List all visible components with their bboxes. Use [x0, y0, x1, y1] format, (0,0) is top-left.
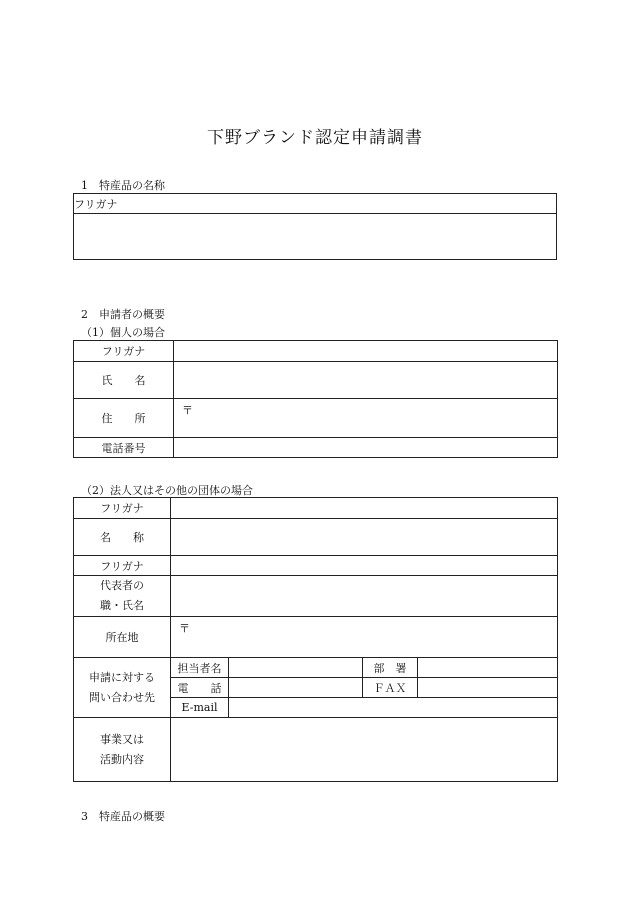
corporate-table	[73, 497, 558, 782]
individual-name-label: 氏 名	[74, 362, 174, 399]
dept-label: 部 署	[363, 658, 418, 678]
section1-heading: 1 特産品の名称	[81, 179, 165, 192]
individual-furigana-field[interactable]	[174, 341, 558, 362]
document-title: 下野ブランド認定申請調書	[207, 128, 423, 148]
corporate-name-label: 名 称	[74, 519, 171, 556]
section3-heading: 3 特産品の概要	[81, 810, 165, 823]
email-label: E-mail	[171, 698, 229, 718]
email-field[interactable]	[229, 698, 558, 718]
individual-furigana-label: フリガナ	[74, 341, 174, 362]
representative-label: 代表者の 職・氏名	[74, 576, 171, 617]
person-label: 担当者名	[171, 658, 229, 678]
individual-phone-label: 電話番号	[74, 438, 174, 458]
tel-label: 電 話	[171, 678, 229, 698]
representative-field[interactable]	[171, 576, 558, 617]
individual-address-label: 住 所	[74, 399, 174, 438]
individual-table	[73, 340, 558, 458]
location-field[interactable]	[171, 617, 558, 658]
individual-address-field[interactable]	[174, 399, 558, 438]
representative-furigana-label: フリガナ	[74, 556, 171, 576]
tel-field[interactable]	[229, 678, 363, 698]
individual-heading: （1）個人の場合	[81, 326, 165, 339]
location-label: 所在地	[74, 617, 171, 658]
postal-mark: 〒	[179, 622, 190, 635]
corporate-name-field[interactable]	[171, 519, 558, 556]
contact-label: 申請に対する 問い合わせ先	[74, 658, 171, 718]
individual-name-field[interactable]	[174, 362, 558, 399]
postal-mark: 〒	[182, 404, 193, 417]
business-field[interactable]	[171, 718, 558, 782]
fax-field[interactable]	[418, 678, 558, 698]
product-name-table	[73, 193, 557, 260]
business-label: 事業又は 活動内容	[74, 718, 171, 782]
corporate-furigana-field[interactable]	[171, 498, 558, 519]
corporate-heading: （2）法人又はその他の団体の場合	[81, 484, 253, 497]
person-field[interactable]	[229, 658, 363, 678]
dept-field[interactable]	[418, 658, 558, 678]
representative-furigana-field[interactable]	[171, 556, 558, 576]
fax-label: ＦＡＸ	[363, 678, 418, 698]
section2-heading: 2 申請者の概要	[81, 308, 165, 321]
individual-phone-field[interactable]	[174, 438, 558, 458]
corporate-furigana-label: フリガナ	[74, 498, 171, 519]
product-name-field[interactable]	[74, 214, 557, 260]
product-furigana-label: フリガナ	[74, 194, 557, 214]
